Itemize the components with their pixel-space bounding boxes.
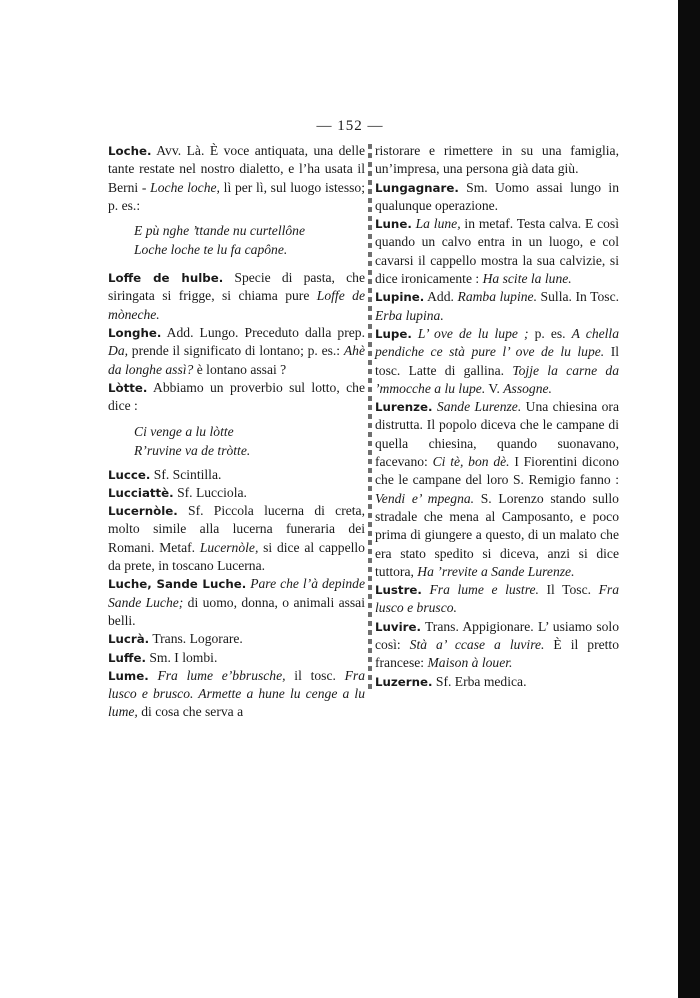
dialect-example: Da, <box>108 343 129 359</box>
definition-text: Add. <box>424 289 458 305</box>
dialect-example: Loffe de mòneche. <box>108 288 365 322</box>
entry-headword: Longhe. <box>108 326 162 341</box>
definition-text: prende il significato di lontano; p. es.: <box>128 343 344 359</box>
entry-headword: Lupe. <box>375 326 412 341</box>
dictionary-entry <box>375 215 619 288</box>
dialect-example: Ahè da longhe assì? <box>108 343 365 377</box>
definition-text: Abbiamo un proverbio sul lotto, che dice : <box>108 379 365 414</box>
dictionary-entry <box>375 398 619 581</box>
dialect-example: Ramba lupine. <box>457 289 537 305</box>
entry-headword: Lucciattè. <box>108 485 174 500</box>
dialect-example: Ha ’rrevite a Sande Lurenze. <box>417 563 575 579</box>
definition-text: Specie di pasta, che siringata si frigge, si chiama pure <box>108 270 365 304</box>
entry-headword: Loffe de hulbe. <box>108 271 224 286</box>
dialect-example: La lune, <box>415 216 461 232</box>
entry-headword: Loche. <box>108 144 152 158</box>
dictionary-entry <box>108 630 365 648</box>
definition-text: di uomo, donna, o animali assai belli. <box>108 594 365 628</box>
definition-text: Add. Lungo. Preceduto dalla prep. <box>161 325 365 341</box>
definition-text: di cosa che serva a <box>137 704 244 720</box>
page-number: — 152 — <box>316 118 384 134</box>
definition-text: si dice al cappello da prete, in toscano Lucerna. <box>108 539 365 574</box>
entry-headword: Luche, Sande Luche. <box>108 577 247 592</box>
dictionary-entry <box>375 581 619 618</box>
right-column <box>375 142 619 691</box>
dialect-example: Fra lume e lustre. <box>429 582 539 598</box>
dialect-example: Ci tè, bon dè. <box>432 454 510 470</box>
definition-text: Sf. Lucciola. <box>173 484 247 500</box>
verse-line: E pù nghe ’ttande nu curtellône <box>134 223 306 239</box>
verse-line: Loche loche te lu fa capône. <box>134 242 288 258</box>
definition-text: Sulla. In Tosc. <box>536 289 619 305</box>
definition-text: lì per lì, sul luogo istesso; p. es.: <box>108 179 365 213</box>
entry-headword: Lurenze. <box>375 400 433 415</box>
dialect-example: Fra lusco e brusco. Armette a hune lu cenge a lu lume, <box>108 667 366 720</box>
definition-text: Il Tosc. <box>538 582 599 598</box>
dialect-example: Tojje la carne da ’mmocche a lu lupe. <box>375 362 619 396</box>
dialect-example: Ha scite la lune. <box>482 271 572 287</box>
dictionary-entry <box>375 288 619 325</box>
dialect-example: Fra lume e’bbrusche, <box>157 667 286 683</box>
definition-text: Avv. Là. È voce antiquata, una delle tante restate nel nostro dialetto, e l’ha usata il Berni - <box>108 143 365 195</box>
entry-headword: Lungagnare. <box>375 180 459 195</box>
dictionary-entry <box>108 484 365 502</box>
entry-headword: Lune. <box>375 217 412 232</box>
dialect-example: Fra lusco e brusco. <box>375 582 619 616</box>
definition-text: È il pretto francese: <box>375 637 619 671</box>
definition-text: il tosc. <box>285 667 345 683</box>
definition-text: in metaf. Testa calva. E così quando un calvo entra in un luogo, e col cavarsi il cappello mostra la sua calvizie, si dice ironicamente : <box>375 216 619 287</box>
entry-headword: Lustre. <box>375 583 422 598</box>
left-column <box>108 142 365 722</box>
dialect-example: Pare che l’à depinde Sande Luche; <box>108 576 365 610</box>
dictionary-entry <box>375 142 619 179</box>
dictionary-entry <box>108 324 365 379</box>
definition-text: Sf. Scintilla. <box>150 466 222 482</box>
entry-headword: Lucrà. <box>108 632 150 647</box>
definition-text: Sm. I lombi. <box>145 649 218 665</box>
dialect-example: A chella pendiche ce stà pure l’ ove de lu lupe. <box>375 325 619 360</box>
definition-text: Sm. Uomo assai lungo in qualunque operazione. <box>375 179 619 213</box>
dictionary-entry <box>375 673 619 691</box>
definition-text: p. es. <box>528 325 572 341</box>
dialect-example: Maison à louer. <box>427 655 513 671</box>
definition-text: Il tosc. Latte di gallina. <box>375 344 619 378</box>
entry-headword: Luvire. <box>375 619 421 634</box>
entry-headword: Lume. <box>108 668 149 683</box>
dialect-example: Erba lupina. <box>375 307 444 323</box>
verse-quote <box>134 422 365 460</box>
dictionary-entry <box>375 618 619 673</box>
dictionary-entry <box>108 142 365 215</box>
entry-headword: Lucce. <box>108 467 151 482</box>
definition-text: V. <box>485 380 504 396</box>
definition-text: è lontano assai ? <box>193 361 287 377</box>
entry-headword: Lupine. <box>375 290 425 305</box>
dictionary-entry <box>108 667 365 722</box>
definition-text: Una chiesina ora distrutta. Il popolo diceva che le campane di quella chiesina, quando suonavano, facevano: <box>375 399 619 470</box>
definition-text: ristorare e rimettere in su una famiglia, un’impresa, una persona già data giù. <box>375 143 619 177</box>
dictionary-entry <box>108 502 365 575</box>
definition-text: Trans. Logorare. <box>149 631 243 647</box>
definition-text: Sf. Erba medica. <box>432 673 527 689</box>
dialect-example: Vendi e’ mpegna. <box>375 490 475 506</box>
entry-headword: Luzerne. <box>375 674 433 689</box>
dialect-example: Sande Lurenze. <box>436 399 522 415</box>
dialect-example: L’ ove de lu lupe ; <box>417 325 529 341</box>
definition-text: S. Lorenzo stando sullo stradale che mena al Camposanto, e poco prima di giungere a questo, di un malato che era stato spedito si diceva, anzi si dice tuttora, <box>375 490 619 579</box>
verse-line: R’ruvine va de tròtte. <box>134 442 251 458</box>
dictionary-entry <box>108 269 365 324</box>
dictionary-entry <box>108 466 365 484</box>
dictionary-entry <box>108 379 365 416</box>
verse-quote <box>134 221 365 259</box>
dictionary-entry <box>108 649 365 667</box>
definition-text: Trans. Appigionare. L’ usiamo solo così: <box>375 618 619 653</box>
dialect-example: Lucernòle, <box>199 539 259 555</box>
column-divider <box>368 144 372 689</box>
dictionary-entry <box>375 325 619 398</box>
dictionary-entry <box>375 179 619 216</box>
dialect-example: Assogne. <box>503 380 552 396</box>
entry-headword: Lucernòle. <box>108 504 178 519</box>
definition-text: I Fiorentini dicono che le campane del loro S. Remigio fanno : <box>375 454 619 488</box>
entry-headword: Lòtte. <box>108 380 148 395</box>
dictionary-entry <box>108 575 365 630</box>
entry-headword: Luffe. <box>108 650 146 665</box>
verse-line: Ci venge a lu lòtte <box>134 423 234 439</box>
scan-dark-edge <box>678 0 700 998</box>
dialect-example: Loche loche, <box>150 179 220 195</box>
definition-text: Sf. Piccola lucerna di creta, molto simile alla lucerna funeraria dei Romani. Metaf. <box>108 503 365 555</box>
dialect-example: Stà a’ ccase a luvire. <box>409 637 545 653</box>
